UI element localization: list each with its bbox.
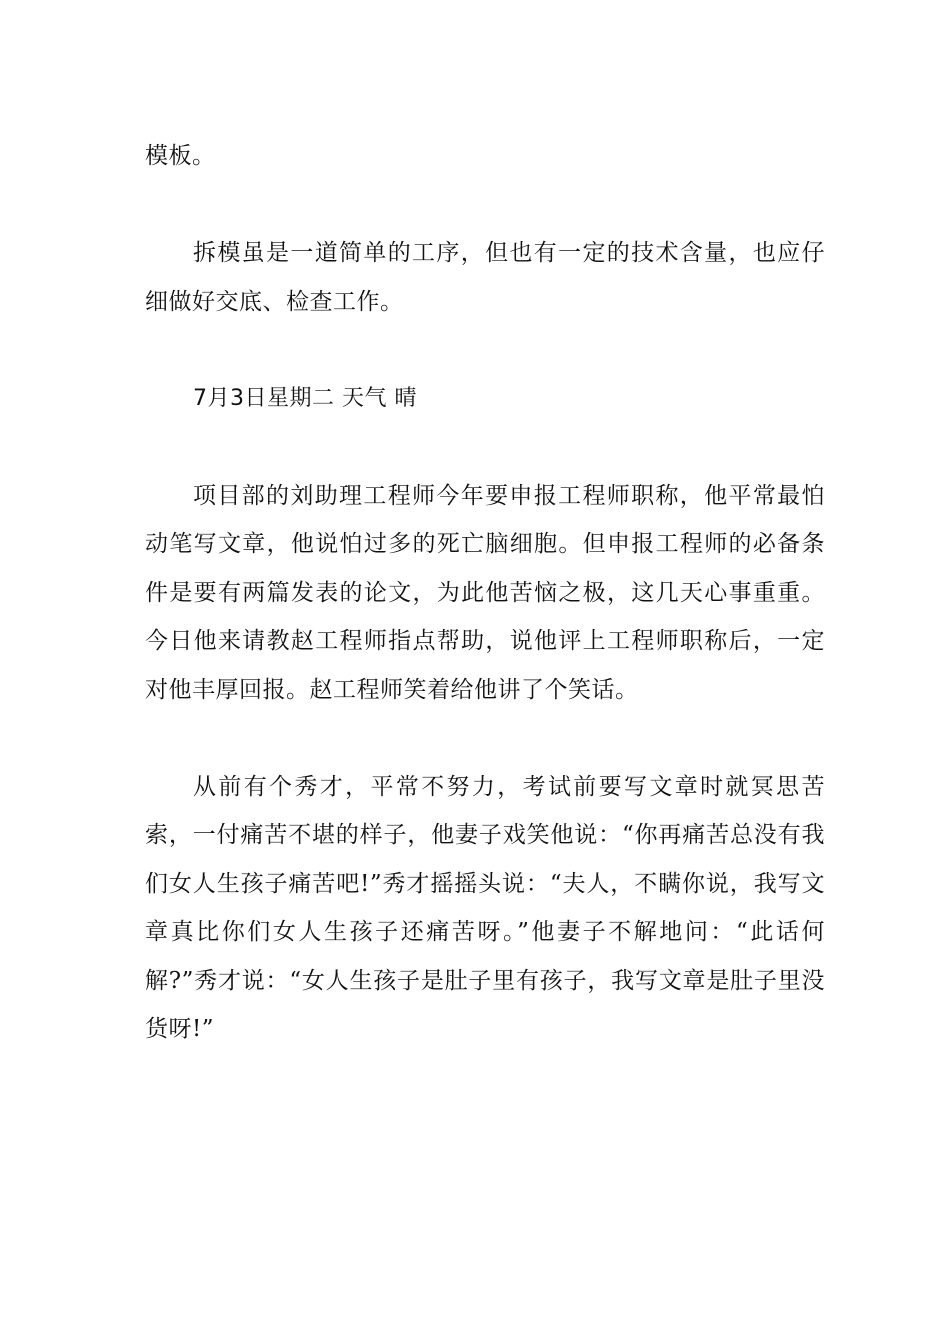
document-body — [145, 132, 825, 1054]
paragraph-gap — [145, 181, 825, 230]
paragraph-continuation: 模板。 — [145, 143, 216, 169]
paragraph-gap — [145, 423, 825, 472]
paragraph-gap — [145, 714, 825, 763]
diary-date-heading: 7月3日星期二 天气 晴 — [193, 385, 417, 411]
paragraph-demolition: 拆模虽是一道简单的工序，但也有一定的技术含量，也应仔细做好交底、检查工作。 — [145, 240, 825, 315]
paragraph-gap — [145, 326, 825, 375]
paragraph-assistant-engineer: 项目部的刘助理工程师今年要申报工程师职称，他平常最怕动笔写文章，他说怕过多的死亡脑细胞。但申报工程师的必备条件是要有两篇发表的论文，为此他苦恼之极，这几天心事重重。今日他来请教赵工程师指点帮助，说他评上工程师职称后，一定对他丰厚回报。赵工程师笑着给他讲了个笑话。 — [145, 482, 825, 703]
paragraph-scholar-joke: 从前有个秀才，平常不努力，考试前要写文章时就冥思苦索，一付痛苦不堪的样子，他妻子戏笑他说：“你再痛苦总没有我们女人生孩子痛苦吧!”秀才摇摇头说：“夫人，不瞒你说，我写文章真比你们女人生孩子还痛苦呀。”他妻子不解地问：“此话何解?”秀才说：“女人生孩子是肚子里有孩子，我写文章是肚子里没货呀!” — [145, 773, 825, 1042]
